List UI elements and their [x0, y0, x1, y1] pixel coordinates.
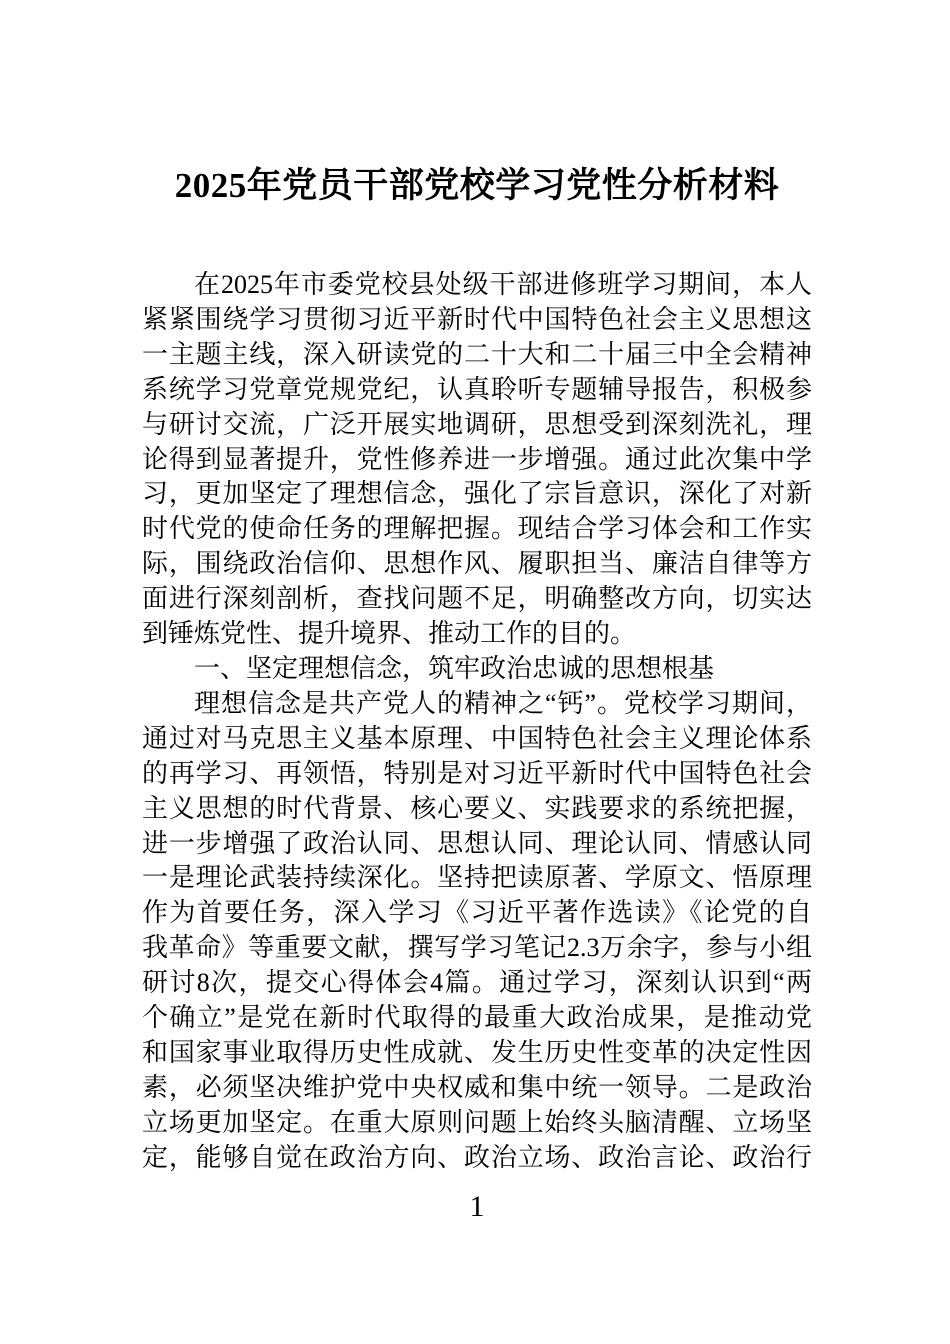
page-number: 1 — [469, 1189, 485, 1223]
text-line: 到锤炼党性、提升境界、推动工作的目的。 — [142, 619, 637, 649]
text-line: 际，围绕政治信仰、思想作风、履职担当、廉洁自律等方 — [142, 549, 812, 579]
text-line: 一是理论武装持续深化。坚持把读原著、学原文、悟原理 — [142, 863, 812, 893]
text-line: 和国家事业取得历史性成就、发生历史性变革的决定性因 — [142, 1037, 812, 1067]
text-line: 一主题主线，深入研读党的二十大和二十届三中全会精神 — [142, 339, 812, 369]
text-line: 理想信念是共产党人的精神之“钙”。党校学习期间， — [194, 688, 812, 718]
section-heading: 一、坚定理想信念，筑牢政治忠诚的思想根基 — [194, 653, 715, 683]
text-line: 通过对马克思主义基本原理、中国特色社会主义理论体系 — [142, 723, 812, 753]
text-line: 面进行深刻剖析，查找问题不足，明确整改方向，切实达 — [142, 584, 812, 614]
text-line: 在2025年市委党校县处级干部进修班学习期间，本人 — [194, 270, 812, 299]
text-line: 我革命》等重要文献，撰写学习笔记2.3万余字，参与小组 — [142, 933, 812, 963]
text-line: 紧紧围绕学习贯彻习近平新时代中国特色社会主义思想这 — [142, 304, 812, 334]
text-line: 习，更加坚定了理想信念，强化了宗旨意识，深化了对新 — [142, 479, 812, 509]
text-line: 的再学习、再领悟，特别是对习近平新时代中国特色社会 — [142, 758, 812, 788]
text-line: 作为首要任务，深入学习《习近平著作选读》《论党的自 — [142, 898, 812, 928]
text-line: 素，必须坚决维护党中央权威和集中统一领导。二是政治 — [142, 1072, 812, 1102]
text-line: 研讨8次，提交心得体会4篇。通过学习，深刻认识到“两 — [142, 968, 812, 998]
text-line: 与研讨交流，广泛开展实地调研，思想受到深刻洗礼，理 — [142, 409, 812, 439]
text-line: 论得到显著提升，党性修养进一步增强。通过此次集中学 — [142, 444, 812, 474]
text-line: 立场更加坚定。在重大原则问题上始终头脑清醒、立场坚 — [142, 1107, 812, 1137]
text-line: 系统学习党章党规党纪，认真聆听专题辅导报告，积极参 — [142, 374, 812, 404]
text-line: 时代党的使命任务的理解把握。现结合学习体会和工作实 — [142, 514, 812, 544]
document-title: 2025年党员干部党校学习党性分析材料 — [174, 166, 780, 205]
text-line: 进一步增强了政治认同、思想认同、理论认同、情感认同 — [142, 828, 812, 858]
text-line: 个确立”是党在新时代取得的最重大政治成果，是推动党 — [142, 1003, 812, 1033]
document-body — [142, 268, 812, 1176]
text-line: 主义思想的时代背景、核心要义、实践要求的系统把握， — [142, 793, 812, 823]
text-line: 定，能够自觉在政治方向、政治立场、政治言论、政治行 — [142, 1142, 812, 1172]
